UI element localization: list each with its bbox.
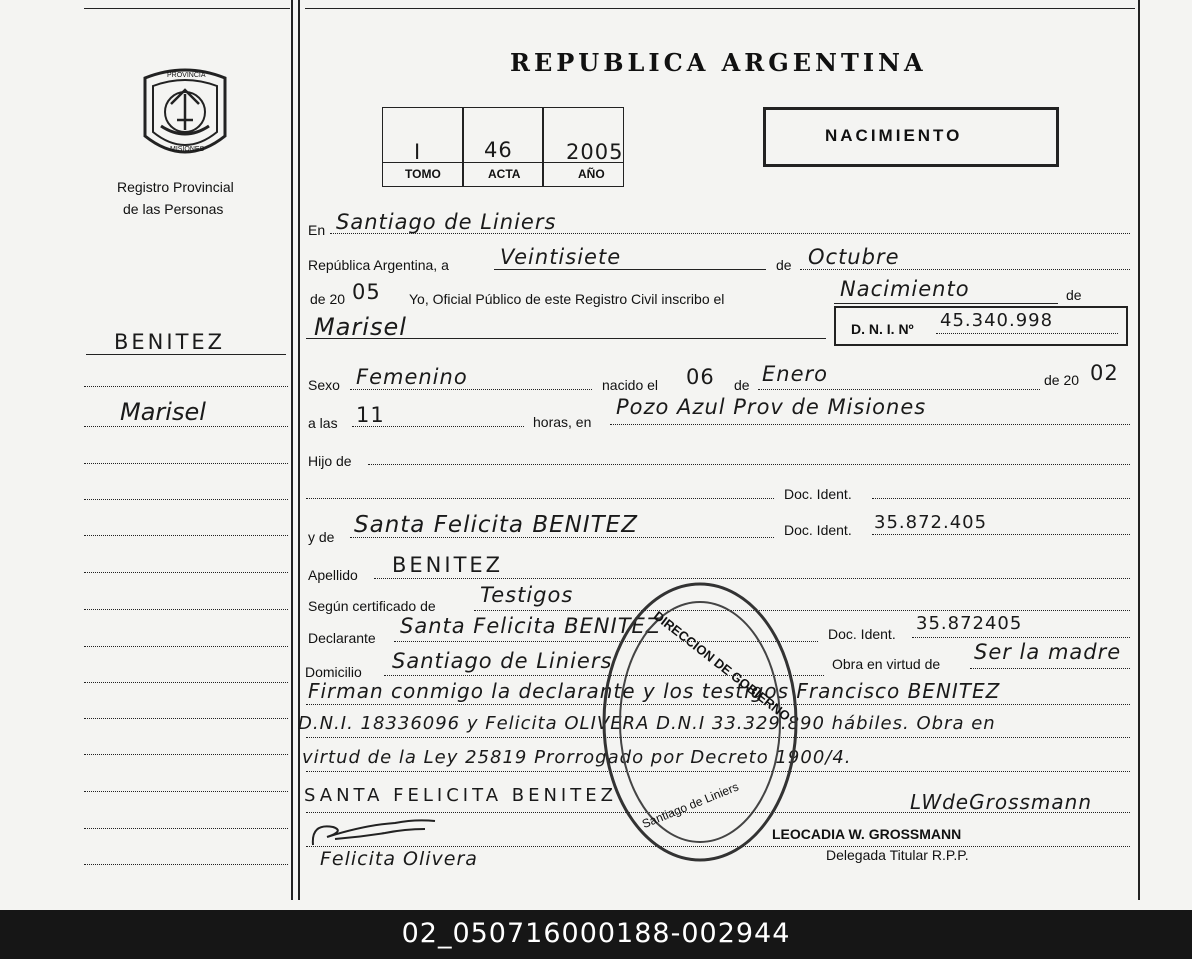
stamp-bottom-text: Santiago de Liniers (640, 779, 741, 831)
agency-name-line2: de las Personas (123, 201, 224, 217)
place-rule (330, 233, 1130, 234)
a-las-label: a las (308, 415, 338, 431)
year-suffix-value: 05 (352, 280, 381, 304)
official-stamp (600, 580, 800, 865)
left-rule-7 (84, 609, 288, 610)
dni-label: D. N. I. Nº (851, 321, 914, 337)
name-rule (306, 338, 826, 339)
top-rule-right (305, 8, 1135, 9)
republic-label: República Argentina, a (308, 257, 449, 273)
left-rule-8 (84, 646, 288, 647)
certificado-value: Testigos (480, 583, 574, 607)
sexo-rule (350, 389, 592, 390)
mother-doc-label: Doc. Ident. (784, 522, 852, 538)
declarant-signature: SANTA FELICITA BENITEZ (304, 785, 617, 806)
domicilio-label: Domicilio (305, 664, 362, 680)
domicilio-value: Santiago de Liniers (392, 649, 613, 673)
declarante-label: Declarante (308, 630, 376, 646)
left-rule-14 (84, 864, 288, 865)
father-doc-label: Doc. Ident. (784, 486, 852, 502)
apellido-label: Apellido (308, 567, 358, 583)
right-border-line (1138, 0, 1140, 900)
birth-place-value: Pozo Azul Prov de Misiones (616, 395, 927, 419)
provincial-seal (137, 64, 233, 164)
declarante-value: Santa Felicita BENITEZ (400, 614, 662, 638)
dni-rule (936, 333, 1118, 334)
segun-rule (474, 610, 1130, 611)
left-rule-6 (84, 572, 288, 573)
en-label: En (308, 222, 326, 238)
dni-value: 45.340.998 (940, 310, 1054, 331)
sexo-label: Sexo (308, 377, 340, 393)
declarante-doc-label: Doc. Ident. (828, 626, 896, 642)
ano-label: AÑO (578, 167, 605, 181)
obra-label: Obra en virtud de (832, 656, 941, 672)
mother-doc-value: 35.872.405 (874, 512, 988, 533)
name-value: Marisel (314, 313, 407, 341)
birth-year-value: 02 (1090, 361, 1119, 385)
left-rule-4 (84, 499, 288, 500)
country-heading: REPUBLICA ARGENTINA (510, 48, 927, 77)
declarante-doc-value: 35.872405 (916, 613, 1023, 634)
official-name: LEOCADIA W. GROSSMANN (772, 826, 962, 842)
hijo-label: Hijo de (308, 453, 352, 469)
left-rule-12 (84, 791, 288, 792)
note-line-1: Firman conmigo la declarante y los testigos Francisco BENITEZ (308, 679, 1001, 703)
segun-label: Según certificado de (308, 598, 436, 614)
mother-name-value: Santa Felicita BENITEZ (354, 512, 638, 538)
oficial-text: Yo, Oficial Público de este Registro Civil inscribo el (409, 291, 725, 307)
ano-value: 2005 (566, 140, 624, 164)
left-rule-1 (84, 386, 288, 387)
nacido-label: nacido el (602, 377, 659, 393)
left-border-line (291, 0, 293, 900)
stamp-top-text: DIRECCION DE GOBIERNO (650, 608, 794, 724)
official-title: Delegada Titular R.P.P. (826, 847, 969, 863)
agency-name-line1: Registro Provincial (117, 179, 234, 195)
birth-month-rule (758, 389, 1040, 390)
seal-top-text: PROVINCIA (167, 72, 206, 79)
footer-bar (0, 910, 1192, 959)
de20-label: de 20 (1044, 372, 1080, 388)
document-code: 02_050716000188-002944 (401, 918, 791, 949)
witness-signature: Felicita Olivera (320, 848, 478, 870)
inscribo-rule (834, 303, 1058, 304)
apellido-rule (374, 578, 1130, 579)
horas-label: horas, en (533, 414, 592, 430)
tomo-label: TOMO (405, 167, 441, 181)
year-prefix-label: de 20 (310, 291, 346, 307)
y-de-label: y de (308, 529, 335, 545)
hour-value: 11 (356, 403, 385, 427)
place-value: Santiago de Liniers (336, 210, 557, 234)
obra-rule (970, 668, 1130, 669)
day-rule (494, 269, 766, 270)
apellido-value: BENITEZ (392, 553, 504, 577)
top-rule-left (84, 8, 290, 9)
father-rule (306, 498, 774, 499)
left-rule-5 (84, 535, 288, 536)
birth-place-rule (610, 424, 1130, 425)
left-rule-2 (84, 426, 288, 427)
birth-day-value: 06 (686, 365, 715, 389)
declarante-doc-rule (912, 637, 1130, 638)
official-signature: LWdeGrossmann (910, 790, 1092, 814)
mother-doc-rule (872, 534, 1130, 535)
acta-value: 46 (484, 138, 513, 162)
left-rule-3 (84, 463, 288, 464)
record-type-label: NACIMIENTO (825, 126, 963, 145)
inscribo-value: Nacimiento (840, 277, 970, 301)
left-surname-rule (86, 354, 286, 355)
father-doc-rule (872, 498, 1130, 499)
left-rule-9 (84, 682, 288, 683)
note-line-2: D.N.I. 18336096 y Felicita OLIVERA D.N.I 33.329.890 hábiles. Obra en (298, 713, 996, 734)
month-words-value: Octubre (808, 245, 900, 269)
hijo-rule (368, 464, 1130, 465)
left-given-name: Marisel (120, 398, 206, 426)
left-rule-11 (84, 754, 288, 755)
de-label: de (776, 257, 792, 273)
obra-value: Ser la madre (974, 640, 1122, 664)
note-line-3: virtud de la Ley 25819 Prorrogado por Decreto 1900/4. (302, 747, 852, 768)
acta-label: ACTA (488, 167, 521, 181)
de-label-3: de (734, 377, 750, 393)
main-border-line (298, 0, 300, 900)
day-words-value: Veintisiete (500, 245, 622, 269)
left-rule-10 (84, 718, 288, 719)
seal-bottom-text: MISIONES (170, 146, 205, 153)
tomo-value: I (414, 140, 422, 164)
left-rule-13 (84, 828, 288, 829)
left-surname: BENITEZ (114, 330, 226, 354)
de-label-2: de (1066, 287, 1082, 303)
birth-month-value: Enero (762, 362, 828, 386)
mother-name-rule (350, 537, 774, 538)
sexo-value: Femenino (356, 365, 468, 389)
month-rule (800, 269, 1130, 270)
hour-rule (352, 426, 524, 427)
